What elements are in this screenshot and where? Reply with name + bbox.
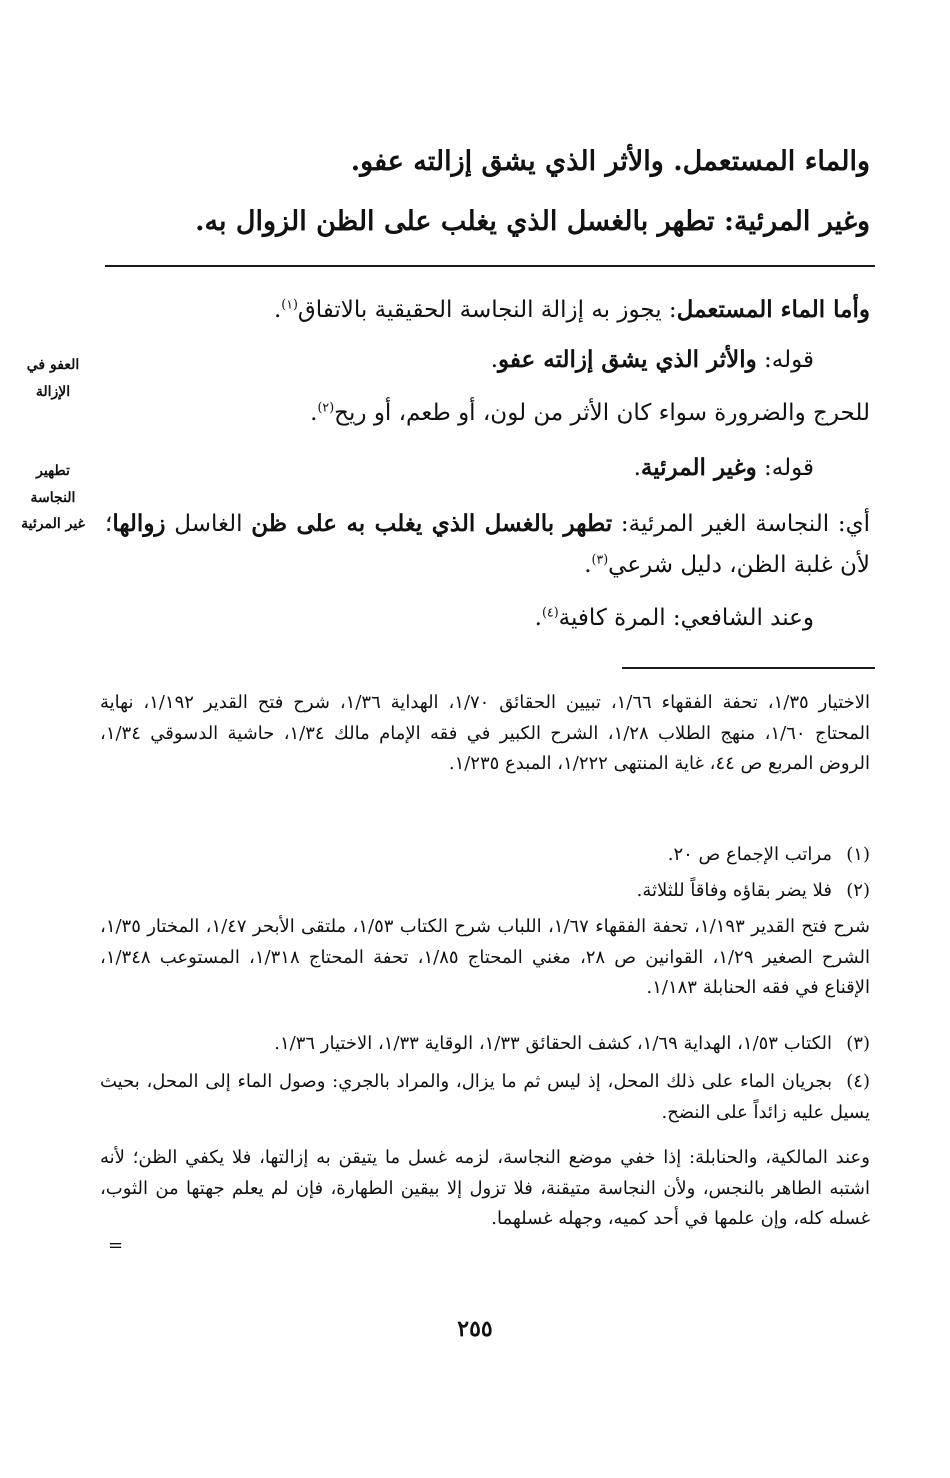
sharh-p1-end: . — [273, 297, 282, 323]
sharh-p5-bold2: زوالها — [112, 510, 166, 537]
sharh-paragraph-6 — [535, 604, 814, 633]
sharh-p5-bold: تطهر بالغسل الذي يغلب به على ظن — [251, 510, 613, 537]
margin-note-purification — [14, 458, 92, 538]
margin-note-purification-line1: تطهير النجاسة — [30, 463, 76, 506]
footnote-2-text: فلا يضر بقاؤه وفاقاً للثلاثة. — [636, 880, 832, 901]
footnote-1-text: مراتب الإجماع ص ٢٠. — [667, 844, 832, 865]
sharh-p4-lead: قوله: — [756, 455, 814, 481]
matn-divider — [105, 265, 875, 267]
sharh-p2-bold: والأثر الذي يشق إزالته عفو — [498, 346, 757, 373]
matn-line-2: وغير المرئية: تطهر بالغسل الذي يغلب على الظن الزوال به. — [195, 206, 870, 237]
footnote-ref-4[interactable]: (٤) — [541, 604, 559, 620]
footnote-preceding-refs: الاختيار ١/٣٥، تحفة الفقهاء ١/٦٦، تبيين الحقائق ١/٧٠، الهداية ١/٣٦، شرح فتح القدير ١/١٩٢، نهاية المحتاج ١/٦٠، منهج الطلاب ١/٢٨، الشرح الكبير في فقه الإمام مالك ١/٣٤، حاشية الدسوقي ١/٣٤، الروض المربع ص ٤٤، غاية المنتهى ١/٢٢٢، المبدع ١/٢٣٥. — [100, 692, 871, 775]
footnote-4-number: (٤) — [846, 1071, 870, 1092]
sharh-p5-rest: ؛ لأن غلبة الظن، دليل شرعي — [105, 511, 870, 579]
footnote-3-text: الكتاب ١/٥٣، الهداية ١/٦٩، كشف الحقائق ١/٣٣، الوقاية ١/٣٣، الاختيار ١/٣٦. — [274, 1033, 832, 1054]
sharh-p2-end: . — [490, 347, 498, 373]
footnote-4-continued: وعند المالكية، والحنابلة: إذا خفي موضع النجاسة، لزمه غسل ما يتيقن به إزالتها، فلا يكفي الظن؛ لأنه اشتبه الطاهر بالنجس، ولأن النجاسة متيقنة، فلا تزول إلا بيقين الطهارة، فإن لم يعلم جهتها من الثوب، غسله كله، وإن علمها في أحد كميه، وجهله غسلهما. — [100, 1147, 870, 1230]
footnote-ref-1[interactable]: (١) — [281, 296, 298, 312]
footnote-3-number: (٣) — [846, 1033, 870, 1054]
sharh-paragraph-3 — [310, 399, 870, 428]
sharh-p5-lead: أي: النجاسة الغير المرئية: — [612, 511, 870, 537]
sharh-p3-end: . — [310, 400, 318, 426]
sharh-p6-text: وعند الشافعي: المرة كافية — [558, 605, 814, 631]
footnote-1 — [100, 840, 870, 871]
sharh-p1-bold: وأما الماء المستعمل — [676, 296, 870, 323]
footnote-2 — [100, 876, 870, 907]
sharh-p5-end: . — [584, 552, 592, 579]
sharh-p4-bold: وغير المرئية — [640, 454, 757, 481]
margin-note-purification-line2: غير المرئية — [21, 516, 85, 533]
footnote-divider — [622, 667, 875, 669]
sharh-paragraph-5 — [105, 503, 870, 587]
footnote-4 — [100, 1067, 870, 1128]
margin-note-pardon: العفو في الإزالة — [26, 357, 80, 400]
continuation-mark: = — [108, 1235, 124, 1256]
sharh-p6-end: . — [534, 605, 542, 631]
sharh-p2-lead: قوله: — [756, 347, 814, 373]
footnote-3 — [100, 1029, 870, 1060]
sharh-p5-mid: الغاسل — [165, 511, 252, 537]
sharh-paragraph-1 — [274, 296, 870, 325]
sharh-p4-end: . — [633, 455, 641, 481]
footnote-ref-3[interactable]: (٣) — [591, 551, 609, 567]
footnote-4-text: بجريان الماء على ذلك المحل، إذ ليس ثم ما يزال، والمراد بالجري: وصول الماء إلى المحل، بحيث يسيل عليه زائداً على النضح. — [100, 1071, 870, 1123]
footnote-ref-2[interactable]: (٢) — [317, 399, 335, 415]
sharh-p1-rest: : يجوز به إزالة النجاسة الحقيقية بالاتفاق — [297, 297, 677, 323]
sharh-paragraph-4 — [634, 454, 814, 483]
sharh-p3-text: للحرج والضرورة سواء كان الأثر من لون، أو طعم، أو ريح — [334, 400, 870, 426]
footnote-1-number: (١) — [846, 844, 870, 865]
footnote-2-continued: شرح فتح القدير ١/١٩٣، تحفة الفقهاء ١/٦٧، اللباب شرح الكتاب ١/٥٣، ملتقى الأبحر ١/٤٧، المختار ١/٣٥، الشرح الصغير ١/٢٩، القوانين ص ٢٨، مغني المحتاج ١/٨٥، تحفة المحتاج ١/٣١٨، المستوعب ١/٣٤٨، الإقناع في فقه الحنابلة ١/١٨٣. — [100, 916, 871, 999]
page-number: ٢٥٥ — [457, 1316, 493, 1342]
matn-line-1: والماء المستعمل. والأثر الذي يشق إزالته عفو. — [350, 146, 870, 177]
footnote-2-number: (٢) — [846, 880, 870, 901]
sharh-paragraph-2 — [491, 346, 814, 375]
